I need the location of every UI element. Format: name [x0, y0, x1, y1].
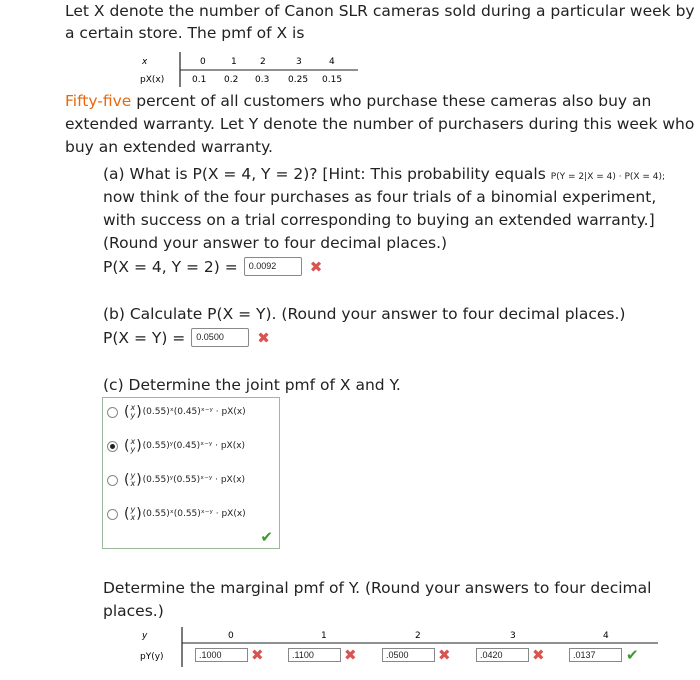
warranty-line-1-rest: percent of all customers who purchase these cameras also buy an — [131, 92, 652, 110]
part-a-answer-label: P(X = 4, Y = 2) = — [103, 257, 238, 276]
part-a-line-4: (Round your answer to four decimal places.) — [103, 234, 448, 252]
marginal-y-label: y — [142, 631, 148, 641]
pmf-p-3: 0.25 — [288, 75, 309, 85]
radio-button-selected[interactable] — [107, 441, 118, 452]
marginal-input-4[interactable]: .0137 — [569, 648, 622, 662]
pmf-x-2: 2 — [260, 57, 266, 67]
marginal-input-3[interactable]: .0420 — [476, 648, 529, 662]
pmf-p-label: pX(x) — [140, 75, 165, 85]
pmf-x-label: x — [142, 57, 148, 67]
part-a-line-3: with success on a trial corresponding to buying an extended warranty.] — [103, 211, 655, 229]
part-a-answer-input[interactable]: 0.0092 — [244, 257, 302, 276]
option-text: (0.55)ˣ(0.55)ˣ⁻ʸ · pX(x) — [142, 509, 246, 519]
part-b-answer-label: P(X = Y) = — [103, 328, 186, 347]
marginal-y-4: 4 — [603, 631, 609, 641]
marginal-p-label: pY(y) — [140, 652, 164, 662]
marginal-y-0: 0 — [228, 631, 234, 641]
pmf-x-3: 3 — [296, 57, 302, 67]
binomial-coefficient: ( x y ) — [124, 437, 142, 454]
marginal-input-1[interactable]: .1100 — [288, 648, 341, 662]
option-text: (0.55)ˣ(0.45)ˣ⁻ʸ · pX(x) — [142, 407, 246, 417]
warranty-line-1 — [65, 90, 651, 113]
warranty-line-2: extended warranty. Let Y denote the number of purchasers during this week who — [65, 115, 695, 133]
part-c-option-3[interactable] — [107, 472, 245, 488]
marginal-input-0[interactable]: .1000 — [195, 648, 248, 662]
marginal-incorrect-icon-2: ✖ — [438, 646, 451, 664]
marginal-line-1: Determine the marginal pmf of Y. (Round your answers to four decimal — [103, 579, 652, 597]
part-a-hint-formula: P(Y = 2|X = 4) · P(X = 4); — [550, 172, 666, 182]
option-text: (0.55)ʸ(0.55)ˣ⁻ʸ · pX(x) — [142, 475, 246, 485]
part-c-options-box — [102, 397, 280, 549]
intro-line-2: a certain store. The pmf of X is — [65, 24, 305, 42]
marginal-y-2: 2 — [415, 631, 421, 641]
part-a-question: (a) What is P(X = 4, Y = 2)? [Hint: This probability equals — [103, 165, 546, 183]
part-c-line-1: (c) Determine the joint pmf of X and Y. — [103, 376, 401, 394]
radio-button[interactable] — [107, 509, 118, 520]
part-c-option-2[interactable] — [107, 438, 245, 454]
binomial-coefficient: ( y x ) — [124, 471, 142, 488]
part-a-incorrect-icon: ✖ — [309, 257, 323, 276]
marginal-incorrect-icon-3: ✖ — [532, 646, 545, 664]
binomial-coefficient: ( y x ) — [124, 505, 142, 522]
pmf-p-4: 0.15 — [322, 75, 343, 85]
part-a-line-1 — [103, 163, 665, 189]
part-b-line-1: (b) Calculate P(X = Y). (Round your answer to four decimal places.) — [103, 305, 626, 323]
pmf-p-1: 0.2 — [224, 75, 239, 85]
part-c-correct-icon: ✔ — [260, 528, 273, 546]
marginal-y-3: 3 — [510, 631, 516, 641]
warranty-line-3: buy an extended warranty. — [65, 138, 273, 156]
marginal-incorrect-icon-1: ✖ — [344, 646, 357, 664]
marginal-line-2: places.) — [103, 602, 164, 620]
radio-button[interactable] — [107, 407, 118, 418]
intro-line-1: Let X denote the number of Canon SLR cameras sold during a particular week by — [65, 2, 695, 20]
binomial-coefficient: ( x y ) — [124, 403, 142, 420]
part-b-incorrect-icon: ✖ — [257, 328, 270, 347]
part-a-answer-row — [103, 257, 322, 276]
part-b-answer-row — [103, 328, 270, 347]
pmf-x-4: 4 — [329, 57, 335, 67]
radio-button[interactable] — [107, 475, 118, 486]
pmf-x-1: 1 — [231, 57, 237, 67]
marginal-input-2[interactable]: .0500 — [382, 648, 435, 662]
part-c-option-1[interactable] — [107, 404, 246, 420]
pmf-x-0: 0 — [200, 57, 206, 67]
pmf-p-2: 0.3 — [255, 75, 270, 85]
pmf-p-0: 0.1 — [192, 75, 207, 85]
marginal-y-1: 1 — [321, 631, 327, 641]
part-c-option-4[interactable] — [107, 506, 246, 522]
part-a-line-2: now think of the four purchases as four trials of a binomial experiment, — [103, 188, 657, 206]
marginal-correct-icon-4: ✔ — [626, 646, 639, 664]
part-b-answer-input[interactable]: 0.0500 — [191, 328, 249, 347]
marginal-incorrect-icon-0: ✖ — [251, 646, 264, 664]
warranty-highlight: Fifty-five — [65, 92, 132, 110]
option-text: (0.55)ʸ(0.45)ˣ⁻ʸ · pX(x) — [142, 441, 246, 451]
pmf-table — [130, 50, 360, 90]
